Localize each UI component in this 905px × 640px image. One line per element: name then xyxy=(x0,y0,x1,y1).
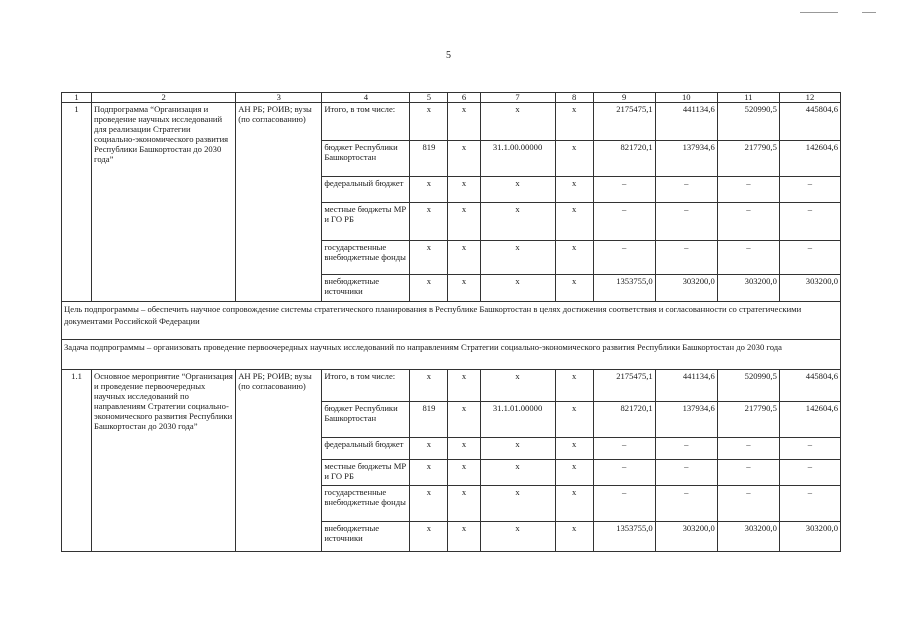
funding-source: внебюджетные источники xyxy=(322,275,410,302)
code-cell: x xyxy=(480,460,555,486)
amount-cell: 821720,1 xyxy=(593,402,655,438)
funding-source: федеральный бюджет xyxy=(322,177,410,203)
amount-cell: – xyxy=(717,241,779,275)
code-cell: x xyxy=(448,370,480,402)
amount-cell: – xyxy=(717,203,779,241)
code-cell: x xyxy=(448,460,480,486)
amount-cell: 303200,0 xyxy=(655,275,717,302)
code-cell: x xyxy=(448,438,480,460)
funding-source: внебюджетные источники xyxy=(322,522,410,552)
code-cell: x xyxy=(448,486,480,522)
header-cell: 9 xyxy=(593,93,655,103)
amount-cell: – xyxy=(717,486,779,522)
code-cell: x xyxy=(480,275,555,302)
amount-cell: – xyxy=(655,460,717,486)
table-row xyxy=(62,103,841,141)
amount-cell: – xyxy=(593,460,655,486)
header-cell: 6 xyxy=(448,93,480,103)
amount-cell: 441134,6 xyxy=(655,370,717,402)
amount-cell: 303200,0 xyxy=(717,522,779,552)
code-cell: x xyxy=(410,203,448,241)
amount-cell: 303200,0 xyxy=(655,522,717,552)
code-cell: x xyxy=(448,103,480,141)
executors: АН РБ; РОИВ; вузы (по согласованию) xyxy=(236,370,322,552)
amount-cell: – xyxy=(717,460,779,486)
code-cell: 819 xyxy=(410,141,448,177)
measure-name: Основное мероприятие “Организация и проведение первоочередных научных исследований по направлениям Стратегии социально-экономического развития Республики Башкортостан до 2030 года” xyxy=(92,370,236,552)
program-table xyxy=(61,92,841,552)
code-cell: x xyxy=(448,522,480,552)
amount-cell: 303200,0 xyxy=(717,275,779,302)
amount-cell: – xyxy=(593,203,655,241)
code-cell: x xyxy=(410,103,448,141)
amount-cell: 821720,1 xyxy=(593,141,655,177)
amount-cell: 445804,6 xyxy=(779,103,840,141)
amount-cell: 441134,6 xyxy=(655,103,717,141)
code-cell: x xyxy=(480,177,555,203)
code-cell: x xyxy=(555,141,593,177)
amount-cell: – xyxy=(779,486,840,522)
code-cell: x xyxy=(480,522,555,552)
amount-cell: – xyxy=(593,241,655,275)
code-cell: x xyxy=(410,486,448,522)
code-cell: x xyxy=(555,103,593,141)
amount-cell: – xyxy=(593,438,655,460)
code-cell: 31.1.00.00000 xyxy=(480,141,555,177)
code-cell: x xyxy=(555,203,593,241)
code-cell: x xyxy=(480,438,555,460)
amount-cell: – xyxy=(779,460,840,486)
funding-source: бюджет Республики Башкортостан xyxy=(322,141,410,177)
funding-source: федеральный бюджет xyxy=(322,438,410,460)
amount-cell: – xyxy=(655,177,717,203)
code-cell: x xyxy=(448,203,480,241)
code-cell: x xyxy=(410,370,448,402)
amount-cell: 1353755,0 xyxy=(593,522,655,552)
row-number: 1 xyxy=(62,103,92,302)
funding-source: местные бюджеты МР и ГО РБ xyxy=(322,203,410,241)
amount-cell: 2175475,1 xyxy=(593,370,655,402)
scan-mark-2 xyxy=(862,12,876,13)
header-cell: 3 xyxy=(236,93,322,103)
amount-cell: 2175475,1 xyxy=(593,103,655,141)
code-cell: x xyxy=(448,241,480,275)
amount-cell: 303200,0 xyxy=(779,522,840,552)
funding-source: бюджет Республики Башкортостан xyxy=(322,402,410,438)
amount-cell: – xyxy=(779,438,840,460)
funding-source: местные бюджеты МР и ГО РБ xyxy=(322,460,410,486)
header-cell: 12 xyxy=(779,93,840,103)
amount-cell: 520990,5 xyxy=(717,370,779,402)
code-cell: 31.1.01.00000 xyxy=(480,402,555,438)
table-row xyxy=(62,370,841,402)
code-cell: x xyxy=(448,275,480,302)
amount-cell: 445804,6 xyxy=(779,370,840,402)
amount-cell: 520990,5 xyxy=(717,103,779,141)
code-cell: x xyxy=(555,438,593,460)
amount-cell: – xyxy=(655,438,717,460)
amount-cell: 142604,6 xyxy=(779,141,840,177)
code-cell: x xyxy=(410,275,448,302)
code-cell: x xyxy=(448,177,480,203)
funding-source: государственные внебюджетные фонды xyxy=(322,241,410,275)
amount-cell: 217790,5 xyxy=(717,141,779,177)
subprogram-task: Задача подпрограммы – организовать проведение первоочередных научных исследований по направлениям Стратегии социально-экономического развития Республики Башкортостан до 2030 года xyxy=(62,340,841,370)
amount-cell: 137934,6 xyxy=(655,141,717,177)
goal-row xyxy=(62,302,841,340)
amount-cell: – xyxy=(779,241,840,275)
code-cell: x xyxy=(480,486,555,522)
code-cell: x xyxy=(555,241,593,275)
code-cell: x xyxy=(410,177,448,203)
header-cell: 11 xyxy=(717,93,779,103)
header-cell: 8 xyxy=(555,93,593,103)
code-cell: x xyxy=(480,203,555,241)
funding-source: Итого, в том числе: xyxy=(322,370,410,402)
amount-cell: 1353755,0 xyxy=(593,275,655,302)
code-cell: x xyxy=(555,275,593,302)
code-cell: x xyxy=(555,460,593,486)
code-cell: 819 xyxy=(410,402,448,438)
amount-cell: – xyxy=(779,177,840,203)
code-cell: x xyxy=(410,460,448,486)
header-cell: 5 xyxy=(410,93,448,103)
amount-cell: – xyxy=(593,486,655,522)
header-cell: 4 xyxy=(322,93,410,103)
code-cell: x xyxy=(448,402,480,438)
amount-cell: 303200,0 xyxy=(779,275,840,302)
code-cell: x xyxy=(410,438,448,460)
code-cell: x xyxy=(480,370,555,402)
page-number: 5 xyxy=(446,50,451,61)
code-cell: x xyxy=(555,402,593,438)
subprogram-goal: Цель подпрограммы – обеспечить научное сопровождение системы стратегического планирования в Республике Башкортостан в целях достижения соответствия и согласованности со стратегическими документами Российской Федерации xyxy=(62,302,841,340)
amount-cell: 137934,6 xyxy=(655,402,717,438)
amount-cell: – xyxy=(655,203,717,241)
funding-source: государственные внебюджетные фонды xyxy=(322,486,410,522)
code-cell: x xyxy=(448,141,480,177)
header-cell: 2 xyxy=(92,93,236,103)
code-cell: x xyxy=(480,241,555,275)
code-cell: x xyxy=(480,103,555,141)
header-cell: 7 xyxy=(480,93,555,103)
amount-cell: – xyxy=(717,438,779,460)
header-row xyxy=(62,93,841,103)
executors: АН РБ; РОИВ; вузы (по согласованию) xyxy=(236,103,322,302)
amount-cell: – xyxy=(655,241,717,275)
amount-cell: – xyxy=(655,486,717,522)
amount-cell: – xyxy=(593,177,655,203)
scan-mark-1 xyxy=(800,12,838,13)
amount-cell: – xyxy=(779,203,840,241)
code-cell: x xyxy=(555,522,593,552)
amount-cell: 217790,5 xyxy=(717,402,779,438)
row-number: 1.1 xyxy=(62,370,92,552)
code-cell: x xyxy=(410,241,448,275)
code-cell: x xyxy=(555,486,593,522)
funding-source: Итого, в том числе: xyxy=(322,103,410,141)
amount-cell: – xyxy=(717,177,779,203)
code-cell: x xyxy=(555,370,593,402)
task-row xyxy=(62,340,841,370)
measure-name: Подпрограмма “Организация и проведение научных исследований для реализации Стратегии социально-экономического развития Республики Башкортостан до 2030 года” xyxy=(92,103,236,302)
code-cell: x xyxy=(555,177,593,203)
code-cell: x xyxy=(410,522,448,552)
amount-cell: 142604,6 xyxy=(779,402,840,438)
header-cell: 1 xyxy=(62,93,92,103)
header-cell: 10 xyxy=(655,93,717,103)
